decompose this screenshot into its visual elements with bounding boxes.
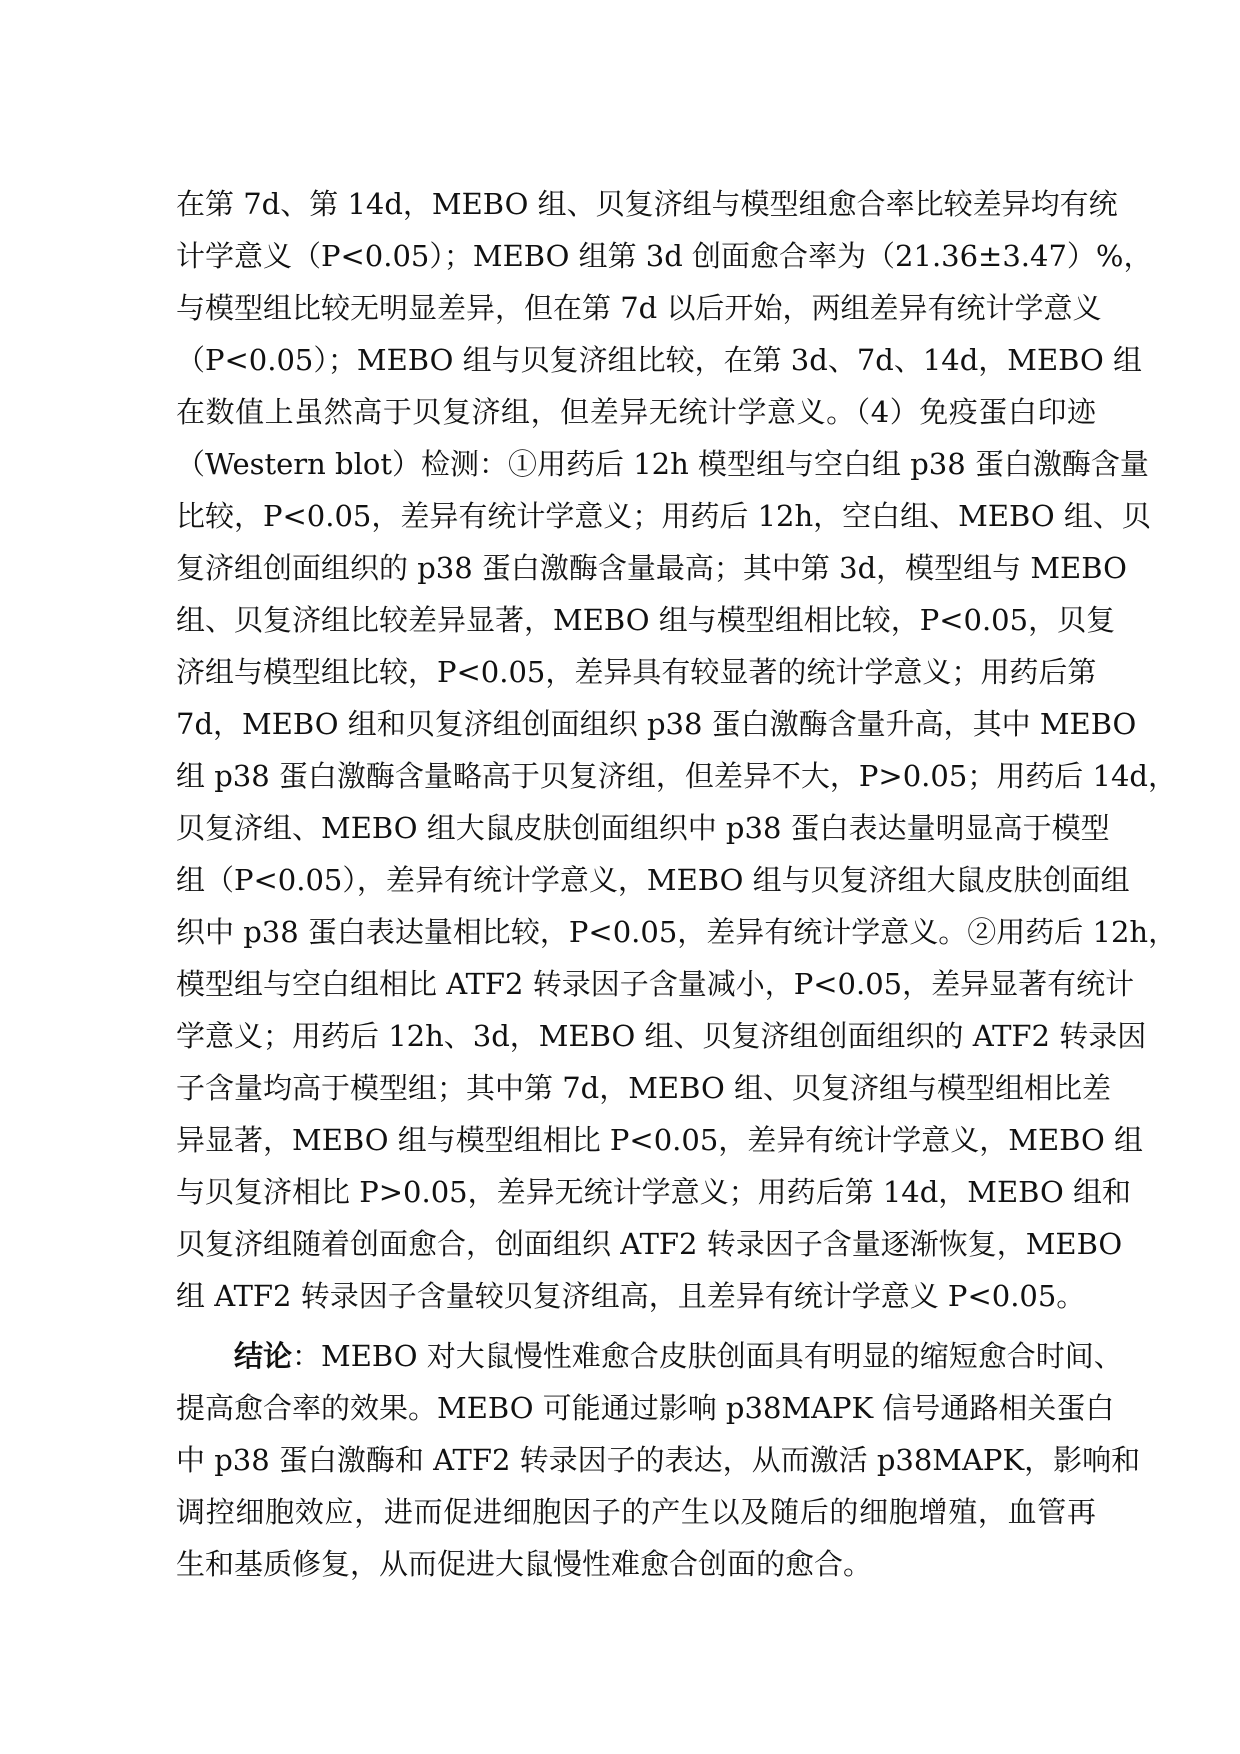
- text-line: 与贝复济相比 P>0.05，差异无统计学意义；用药后第 14d，MEBO 组和: [176, 1175, 1131, 1209]
- text-line: 中 p38 蛋白激酶和 ATF2 转录因子的表达，从而激活 p38MAPK，影响和: [176, 1443, 1141, 1477]
- text-line: 在第 7d、第 14d，MEBO 组、贝复济组与模型组愈合率比较差异均有统: [176, 187, 1118, 221]
- text-line: 子含量均高于模型组；其中第 7d，MEBO 组、贝复济组与模型组相比差: [176, 1071, 1111, 1105]
- conclusion-label: 结论: [234, 1339, 293, 1373]
- text-line: 提高愈合率的效果。MEBO 可能通过影响 p38MAPK 信号通路相关蛋白: [176, 1391, 1115, 1425]
- text-line: 济组与模型组比较，P<0.05，差异具有较显著的统计学意义；用药后第: [176, 655, 1097, 689]
- text-line: 组 ATF2 转录因子含量较贝复济组高，且差异有统计学意义 P<0.05。: [176, 1279, 1086, 1313]
- conclusion-paragraph: [176, 1330, 1141, 1590]
- text-line: 贝复济组随着创面愈合，创面组织 ATF2 转录因子含量逐渐恢复，MEBO: [176, 1227, 1123, 1261]
- conclusion-first-line: [176, 1330, 1123, 1382]
- paragraph-gap: [176, 1322, 1096, 1330]
- text-line: 组 p38 蛋白激酶含量略高于贝复济组，但差异不大，P>0.05；用药后 14d，: [176, 759, 1177, 793]
- text-line: 在数值上虽然高于贝复济组，但差异无统计学意义。（4）免疫蛋白印迹: [176, 395, 1096, 429]
- conclusion-first-text: ：MEBO 对大鼠慢性难愈合皮肤创面具有明显的缩短愈合时间、: [292, 1339, 1123, 1373]
- text-line: 组（P<0.05），差异有统计学意义，MEBO 组与贝复济组大鼠皮肤创面组: [176, 863, 1130, 897]
- results-paragraph: [176, 178, 1178, 1322]
- text-line: 学意义；用药后 12h、3d，MEBO 组、贝复济组创面组织的 ATF2 转录因: [176, 1019, 1147, 1053]
- text-line: （P<0.05）；MEBO 组与贝复济组比较，在第 3d、7d、14d，MEBO 组: [176, 343, 1143, 377]
- text-line: 比较，P<0.05，差异有统计学意义；用药后 12h，空白组、MEBO 组、贝: [176, 499, 1151, 533]
- text-line: 组、贝复济组比较差异显著，MEBO 组与模型组相比较，P<0.05，贝复: [176, 603, 1116, 637]
- text-line: 贝复济组、MEBO 组大鼠皮肤创面组织中 p38 蛋白表达量明显高于模型: [176, 811, 1110, 845]
- text-line: 模型组与空白组相比 ATF2 转录因子含量减小，P<0.05，差异显著有统计: [176, 967, 1135, 1001]
- text-line: 与模型组比较无明显差异，但在第 7d 以后开始，两组差异有统计学意义: [176, 291, 1102, 325]
- text-line: 异显著，MEBO 组与模型组相比 P<0.05，差异有统计学意义，MEBO 组: [176, 1123, 1144, 1157]
- text-line: 生和基质修复，从而促进大鼠慢性难愈合创面的愈合。: [176, 1547, 873, 1581]
- text-line: （Western blot）检测：①用药后 12h 模型组与空白组 p38 蛋白激酶含量: [176, 447, 1149, 481]
- text-line: 计学意义（P<0.05）；MEBO 组第 3d 创面愈合率为（21.36±3.47）%，: [176, 239, 1153, 273]
- text-line: 调控细胞效应，进而促进细胞因子的产生以及随后的细胞增殖，血管再: [176, 1495, 1096, 1529]
- text-line: 织中 p38 蛋白表达量相比较，P<0.05，差异有统计学意义。②用药后 12h，: [176, 915, 1178, 949]
- text-line: 7d，MEBO 组和贝复济组创面组织 p38 蛋白激酶含量升高，其中 MEBO: [176, 707, 1137, 741]
- text-line: 复济组创面组织的 p38 蛋白激酶含量最高；其中第 3d，模型组与 MEBO: [176, 551, 1127, 585]
- document-page: [176, 178, 1178, 1590]
